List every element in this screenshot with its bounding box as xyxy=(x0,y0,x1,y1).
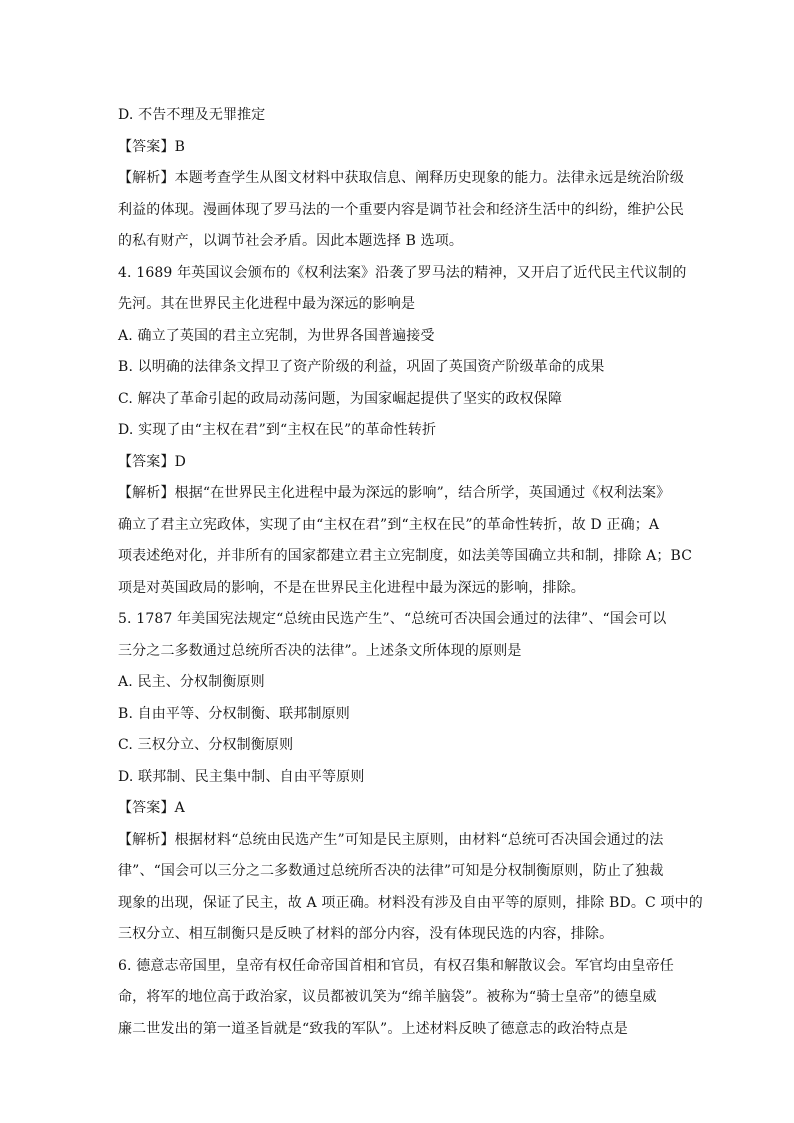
option-c-q4: C. 解决了革命引起的政局动荡问题，为国家崛起提供了坚实的政权保障 xyxy=(118,390,563,407)
question-4-line-2: 先河。其在世界民主化进程中最为深远的影响是 xyxy=(118,296,416,312)
option-d-q5: D. 联邦制、民主集中制、自由平等原则 xyxy=(118,768,365,785)
answer-q5: 【答案】A xyxy=(118,800,185,816)
option-a-q5: A. 民主、分权制衡原则 xyxy=(118,674,265,690)
question-6-line-2: 命，将军的地位高于政治家，议员都被讥笑为“绵羊脑袋”。被称为“骑士皇帝”的德皇威 xyxy=(118,989,657,1005)
question-4-line-1: 4. 1689 年英国议会颁布的《权利法案》沿袭了罗马法的精神，又开启了近代民主代议制的 xyxy=(118,264,687,281)
analysis-q5-line-2: 律”、“国会可以三分之二多数通过总统所否决的法律”可知是分权制衡原则，防止了独裁 xyxy=(118,863,664,879)
analysis-q3-line-2: 利益的体现。漫画体现了罗马法的一个重要内容是调节社会和经济生活中的纠纷，维护公民 xyxy=(118,201,684,218)
question-6-line-3: 廉二世发出的第一道圣旨就是“致我的军队”。上述材料反映了德意志的政治特点是 xyxy=(118,1020,628,1037)
analysis-q4-line-4: 项是对英国政局的影响，不是在世界民主化进程中最为深远的影响，排除。 xyxy=(118,579,585,596)
question-6-line-1: 6. 德意志帝国里，皇帝有权任命帝国首相和官员，有权召集和解散议会。军官均由皇帝任 xyxy=(118,957,674,974)
option-b-q5: B. 自由平等、分权制衡、联邦制原则 xyxy=(118,705,350,722)
analysis-q3-line-1: 【解析】本题考查学生从图文材料中获取信息、阐释历史现象的能力。法律永远是统治阶级 xyxy=(118,170,684,186)
answer-q4: 【答案】D xyxy=(118,453,186,470)
option-a-q4: A. 确立了英国的君主立宪制，为世界各国普遍接受 xyxy=(118,327,435,344)
analysis-q5-line-3: 现象的出现，保证了民主，故 A 项正确。材料没有涉及自由平等的原则，排除 BD。C 项中的 xyxy=(118,894,703,911)
option-d-q4: D. 实现了由“主权在君”到“主权在民”的革命性转折 xyxy=(118,422,437,438)
analysis-q5-line-4: 三权分立、相互制衡只是反映了材料的部分内容，没有体现民选的内容，排除。 xyxy=(118,926,614,942)
analysis-q3-line-3: 的私有财产，以调节社会矛盾。因此本题选择 B 选项。 xyxy=(118,233,464,249)
question-5-line-1: 5. 1787 年美国宪法规定“总统由民选产生”、“总统可否决国会通过的法律”、“国会可以 xyxy=(118,611,667,627)
analysis-q4-line-2: 确立了君主立宪政体，实现了由“主权在君”到“主权在民”的革命性转折，故 D 正确；A xyxy=(118,516,660,533)
option-c-q5: C. 三权分立、分权制衡原则 xyxy=(118,737,294,753)
option-d-q3: D. 不告不理及无罪推定 xyxy=(118,107,266,123)
question-5-line-2: 三分之二多数通过总统所否决的法律”。上述条文所体现的原则是 xyxy=(118,642,522,659)
analysis-q5-line-1: 【解析】根据材料“总统由民选产生”可知是民主原则，由材料“总统可否决国会通过的法 xyxy=(118,831,664,848)
analysis-q4-line-3: 项表述绝对化，并非所有的国家都建立君主立宪制度，如法美等国确立共和制，排除 A；BC xyxy=(118,548,693,564)
answer-q3: 【答案】B xyxy=(118,138,186,155)
document-page xyxy=(118,100,703,1045)
option-b-q4: B. 以明确的法律条文捍卫了资产阶级的利益，巩固了英国资产阶级革命的成果 xyxy=(118,359,605,375)
analysis-q4-line-1: 【解析】根据“在世界民主化进程中最为深远的影响”，结合所学，英国通过《权利法案》 xyxy=(118,485,671,501)
